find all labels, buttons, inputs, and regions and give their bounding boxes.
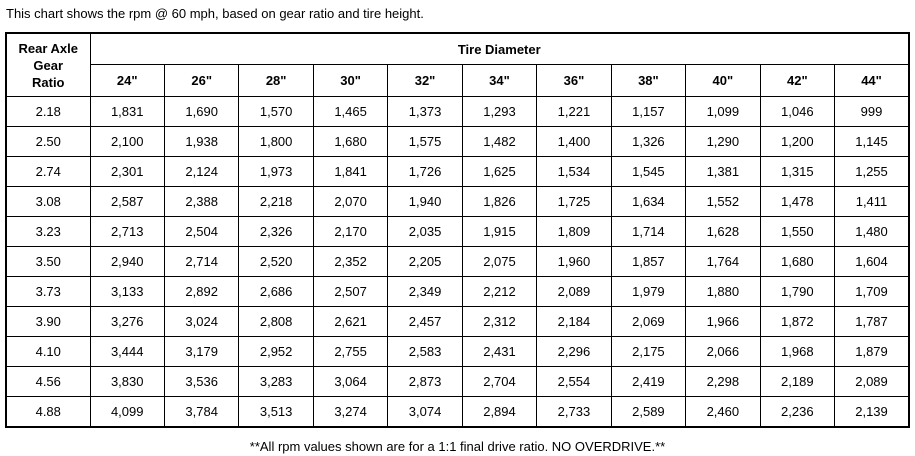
rpm-cell: 3,830: [90, 367, 164, 397]
gear-ratio-cell: 3.50: [6, 247, 90, 277]
tire-size-header: 34": [462, 65, 536, 97]
rpm-cell: 999: [835, 97, 909, 127]
rpm-cell: 1,800: [239, 127, 313, 157]
rpm-cell: 2,205: [388, 247, 462, 277]
rpm-cell: 2,621: [313, 307, 387, 337]
rpm-cell: 2,139: [835, 397, 909, 428]
rpm-cell: 2,554: [537, 367, 611, 397]
table-row: [6, 97, 909, 127]
rpm-cell: 2,089: [537, 277, 611, 307]
rpm-cell: 1,915: [462, 217, 536, 247]
rpm-cell: 2,504: [164, 217, 238, 247]
rpm-cell: 1,787: [835, 307, 909, 337]
rpm-cell: 1,145: [835, 127, 909, 157]
tire-size-header: 44": [835, 65, 909, 97]
tire-size-header-row: [6, 65, 909, 97]
gear-ratio-cell: 4.88: [6, 397, 90, 428]
rpm-cell: 1,552: [686, 187, 760, 217]
table-row: [6, 157, 909, 187]
rpm-cell: 1,221: [537, 97, 611, 127]
rpm-cell: 3,536: [164, 367, 238, 397]
rpm-cell: 1,690: [164, 97, 238, 127]
tire-size-header: 30": [313, 65, 387, 97]
group-header-row: [6, 33, 909, 65]
rpm-cell: 3,133: [90, 277, 164, 307]
table-row: [6, 217, 909, 247]
rpm-cell: 1,634: [611, 187, 685, 217]
rpm-cell: 2,808: [239, 307, 313, 337]
rpm-cell: 2,312: [462, 307, 536, 337]
rpm-cell: 2,507: [313, 277, 387, 307]
rpm-cell: 2,873: [388, 367, 462, 397]
rpm-cell: 1,255: [835, 157, 909, 187]
rpm-cell: 2,940: [90, 247, 164, 277]
rpm-cell: 3,179: [164, 337, 238, 367]
rpm-cell: 1,826: [462, 187, 536, 217]
page-title: This chart shows the rpm @ 60 mph, based on gear ratio and tire height.: [6, 6, 424, 21]
rpm-cell: 1,534: [537, 157, 611, 187]
gear-ratio-cell: 3.90: [6, 307, 90, 337]
table-header: [6, 33, 909, 97]
rpm-cell: 1,381: [686, 157, 760, 187]
table-row: [6, 397, 909, 428]
rpm-cell: 3,283: [239, 367, 313, 397]
rpm-cell: 2,704: [462, 367, 536, 397]
table-row: [6, 307, 909, 337]
rpm-cell: 2,298: [686, 367, 760, 397]
gear-ratio-cell: 2.74: [6, 157, 90, 187]
rpm-cell: 1,764: [686, 247, 760, 277]
table-body: [6, 97, 909, 428]
rpm-cell: 3,276: [90, 307, 164, 337]
rpm-cell: 1,960: [537, 247, 611, 277]
rpm-cell: 3,064: [313, 367, 387, 397]
rpm-cell: 1,625: [462, 157, 536, 187]
corner-header-line1: Rear Axle: [18, 40, 78, 56]
tire-diameter-group-header: Tire Diameter: [90, 33, 909, 65]
rpm-cell: 2,066: [686, 337, 760, 367]
rpm-cell: 1,979: [611, 277, 685, 307]
rpm-cell: 3,274: [313, 397, 387, 428]
gear-ratio-cell: 4.56: [6, 367, 90, 397]
rpm-cell: 2,894: [462, 397, 536, 428]
tire-size-header: 36": [537, 65, 611, 97]
rpm-cell: 1,315: [760, 157, 834, 187]
rpm-cell: 2,583: [388, 337, 462, 367]
rpm-cell: 2,175: [611, 337, 685, 367]
corner-header-line3: Ratio: [32, 74, 65, 90]
tire-size-header: 32": [388, 65, 462, 97]
rpm-cell: 2,892: [164, 277, 238, 307]
rpm-cell: 2,326: [239, 217, 313, 247]
rpm-cell: 2,388: [164, 187, 238, 217]
rpm-cell: 1,872: [760, 307, 834, 337]
rpm-cell: 3,024: [164, 307, 238, 337]
rpm-cell: 1,966: [686, 307, 760, 337]
table-row: [6, 127, 909, 157]
table-row: [6, 187, 909, 217]
rpm-cell: 1,680: [313, 127, 387, 157]
rpm-cell: 1,400: [537, 127, 611, 157]
rpm-cell: 2,170: [313, 217, 387, 247]
rpm-cell: 1,480: [835, 217, 909, 247]
gear-ratio-cell: 2.50: [6, 127, 90, 157]
rpm-cell: 1,200: [760, 127, 834, 157]
rpm-cell: 1,478: [760, 187, 834, 217]
gear-ratio-cell: 3.23: [6, 217, 90, 247]
rpm-cell: 2,419: [611, 367, 685, 397]
rpm-cell: 2,952: [239, 337, 313, 367]
rpm-cell: 2,296: [537, 337, 611, 367]
tire-size-header: 40": [686, 65, 760, 97]
gear-ratio-cell: 3.08: [6, 187, 90, 217]
rpm-cell: 1,604: [835, 247, 909, 277]
rpm-cell: 2,733: [537, 397, 611, 428]
rpm-cell: 2,212: [462, 277, 536, 307]
rpm-cell: 1,465: [313, 97, 387, 127]
rpm-cell: 2,100: [90, 127, 164, 157]
rpm-cell: 1,290: [686, 127, 760, 157]
tire-size-header: 24": [90, 65, 164, 97]
rpm-cell: 2,457: [388, 307, 462, 337]
rpm-cell: 3,074: [388, 397, 462, 428]
gear-ratio-cell: 4.10: [6, 337, 90, 367]
rpm-cell: 2,431: [462, 337, 536, 367]
rpm-cell: 1,575: [388, 127, 462, 157]
rpm-cell: 2,035: [388, 217, 462, 247]
rpm-cell: 2,189: [760, 367, 834, 397]
rpm-cell: 1,099: [686, 97, 760, 127]
rpm-cell: 2,755: [313, 337, 387, 367]
rpm-cell: 1,709: [835, 277, 909, 307]
rpm-cell: 1,880: [686, 277, 760, 307]
table-row: [6, 367, 909, 397]
tire-size-header: 38": [611, 65, 685, 97]
rpm-cell: 1,857: [611, 247, 685, 277]
rpm-cell: 1,680: [760, 247, 834, 277]
rpm-cell: 2,352: [313, 247, 387, 277]
rpm-cell: 2,460: [686, 397, 760, 428]
rpm-cell: 2,124: [164, 157, 238, 187]
table-row: [6, 247, 909, 277]
rpm-cell: 1,373: [388, 97, 462, 127]
rpm-cell: 1,973: [239, 157, 313, 187]
rpm-cell: 2,184: [537, 307, 611, 337]
rpm-cell: 4,099: [90, 397, 164, 428]
rpm-cell: 1,714: [611, 217, 685, 247]
rpm-cell: 1,726: [388, 157, 462, 187]
rpm-table: [5, 32, 910, 428]
rpm-cell: 2,686: [239, 277, 313, 307]
rpm-cell: 1,790: [760, 277, 834, 307]
rpm-cell: 3,444: [90, 337, 164, 367]
rpm-cell: 1,545: [611, 157, 685, 187]
rpm-cell: 1,550: [760, 217, 834, 247]
corner-header-rear-axle-gear-ratio: [6, 33, 90, 97]
rpm-cell: 2,218: [239, 187, 313, 217]
rpm-cell: 1,628: [686, 217, 760, 247]
rpm-cell: 2,587: [90, 187, 164, 217]
rpm-cell: 1,157: [611, 97, 685, 127]
rpm-cell: 3,784: [164, 397, 238, 428]
rpm-cell: 1,482: [462, 127, 536, 157]
rpm-cell: 1,411: [835, 187, 909, 217]
table-row: [6, 277, 909, 307]
footnote: **All rpm values shown are for a 1:1 final drive ratio. NO OVERDRIVE.**: [249, 439, 666, 454]
rpm-cell: 1,841: [313, 157, 387, 187]
rpm-cell: 1,831: [90, 97, 164, 127]
table-row: [6, 337, 909, 367]
rpm-cell: 1,938: [164, 127, 238, 157]
rpm-cell: 2,301: [90, 157, 164, 187]
rpm-cell: 1,725: [537, 187, 611, 217]
rpm-cell: 2,236: [760, 397, 834, 428]
gear-ratio-cell: 2.18: [6, 97, 90, 127]
rpm-cell: 1,968: [760, 337, 834, 367]
rpm-cell: 1,940: [388, 187, 462, 217]
rpm-cell: 2,589: [611, 397, 685, 428]
rpm-cell: 2,089: [835, 367, 909, 397]
corner-header-line2: Gear: [33, 57, 64, 73]
tire-size-header: 26": [164, 65, 238, 97]
rpm-cell: 1,326: [611, 127, 685, 157]
rpm-cell: 2,069: [611, 307, 685, 337]
rpm-cell: 1,809: [537, 217, 611, 247]
rpm-cell: 3,513: [239, 397, 313, 428]
rpm-cell: 1,879: [835, 337, 909, 367]
tire-size-header: 28": [239, 65, 313, 97]
rpm-cell: 2,075: [462, 247, 536, 277]
rpm-cell: 2,713: [90, 217, 164, 247]
rpm-cell: 2,349: [388, 277, 462, 307]
rpm-cell: 2,070: [313, 187, 387, 217]
gear-ratio-cell: 3.73: [6, 277, 90, 307]
tire-size-header: 42": [760, 65, 834, 97]
rpm-cell: 1,570: [239, 97, 313, 127]
rpm-cell: 2,520: [239, 247, 313, 277]
rpm-cell: 1,046: [760, 97, 834, 127]
rpm-cell: 1,293: [462, 97, 536, 127]
rpm-cell: 2,714: [164, 247, 238, 277]
